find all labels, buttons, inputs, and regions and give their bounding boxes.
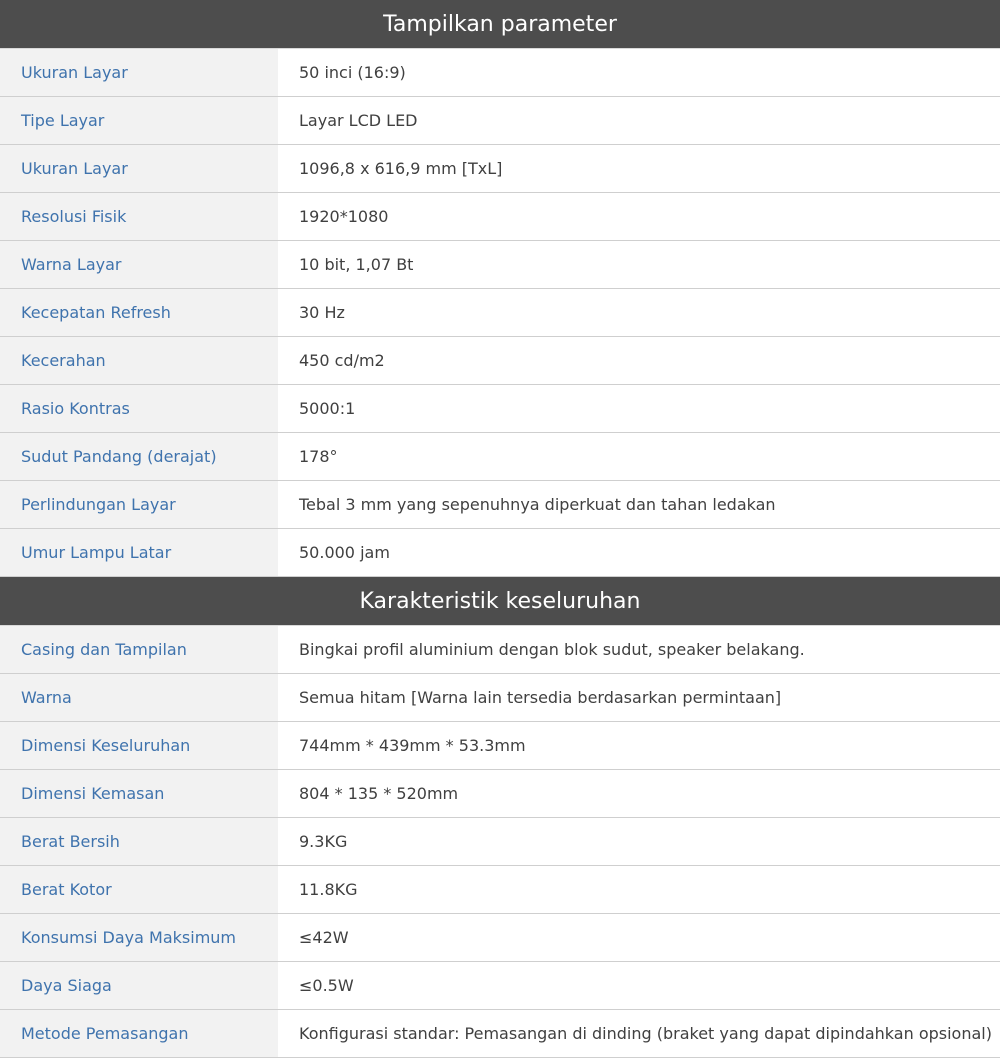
spec-value: Semua hitam [Warna lain tersedia berdasarkan permintaan] <box>278 674 1000 721</box>
section-header: Karakteristik keseluruhan <box>0 577 1000 626</box>
spec-label: Ukuran Layar <box>0 49 278 96</box>
spec-row <box>0 626 1000 674</box>
spec-label: Perlindungan Layar <box>0 481 278 528</box>
spec-value: 9.3KG <box>278 818 1000 865</box>
spec-value: 1920*1080 <box>278 193 1000 240</box>
spec-label: Rasio Kontras <box>0 385 278 432</box>
spec-label: Kecerahan <box>0 337 278 384</box>
spec-row <box>0 674 1000 722</box>
spec-label: Tipe Layar <box>0 97 278 144</box>
spec-label: Berat Kotor <box>0 866 278 913</box>
spec-row <box>0 289 1000 337</box>
spec-row <box>0 1010 1000 1058</box>
spec-label: Warna Layar <box>0 241 278 288</box>
spec-row <box>0 193 1000 241</box>
spec-row <box>0 385 1000 433</box>
spec-row <box>0 97 1000 145</box>
spec-value: Tebal 3 mm yang sepenuhnya diperkuat dan tahan ledakan <box>278 481 1000 528</box>
spec-value: 1096,8 x 616,9 mm [TxL] <box>278 145 1000 192</box>
spec-row <box>0 770 1000 818</box>
spec-label: Konsumsi Daya Maksimum <box>0 914 278 961</box>
spec-row <box>0 529 1000 577</box>
spec-row <box>0 866 1000 914</box>
spec-value: Bingkai profil aluminium dengan blok sudut, speaker belakang. <box>278 626 1000 673</box>
spec-label: Dimensi Kemasan <box>0 770 278 817</box>
spec-label: Sudut Pandang (derajat) <box>0 433 278 480</box>
spec-row <box>0 481 1000 529</box>
spec-value: 10 bit, 1,07 Bt <box>278 241 1000 288</box>
spec-value: Layar LCD LED <box>278 97 1000 144</box>
spec-label: Kecepatan Refresh <box>0 289 278 336</box>
spec-label: Umur Lampu Latar <box>0 529 278 576</box>
spec-row <box>0 722 1000 770</box>
spec-label: Resolusi Fisik <box>0 193 278 240</box>
spec-label: Dimensi Keseluruhan <box>0 722 278 769</box>
spec-value: 30 Hz <box>278 289 1000 336</box>
spec-value: ≤42W <box>278 914 1000 961</box>
spec-value: 450 cd/m2 <box>278 337 1000 384</box>
section-overall-characteristics <box>0 577 1000 1058</box>
spec-label: Ukuran Layar <box>0 145 278 192</box>
spec-row <box>0 337 1000 385</box>
spec-value: ≤0.5W <box>278 962 1000 1009</box>
spec-row <box>0 818 1000 866</box>
spec-label: Daya Siaga <box>0 962 278 1009</box>
spec-row <box>0 49 1000 97</box>
spec-label: Casing dan Tampilan <box>0 626 278 673</box>
spec-value: 5000:1 <box>278 385 1000 432</box>
spec-row <box>0 433 1000 481</box>
spec-value: 50.000 jam <box>278 529 1000 576</box>
spec-value: 50 inci (16:9) <box>278 49 1000 96</box>
spec-label: Warna <box>0 674 278 721</box>
section-header: Tampilkan parameter <box>0 0 1000 49</box>
spec-value: 744mm * 439mm * 53.3mm <box>278 722 1000 769</box>
spec-label: Berat Bersih <box>0 818 278 865</box>
spec-row <box>0 241 1000 289</box>
spec-row <box>0 145 1000 193</box>
spec-value: 804 * 135 * 520mm <box>278 770 1000 817</box>
spec-value: 178° <box>278 433 1000 480</box>
spec-value: 11.8KG <box>278 866 1000 913</box>
spec-row <box>0 962 1000 1010</box>
spec-label: Metode Pemasangan <box>0 1010 278 1057</box>
spec-row <box>0 914 1000 962</box>
spec-value: Konfigurasi standar: Pemasangan di dinding (braket yang dapat dipindahkan opsional) <box>278 1010 1000 1057</box>
